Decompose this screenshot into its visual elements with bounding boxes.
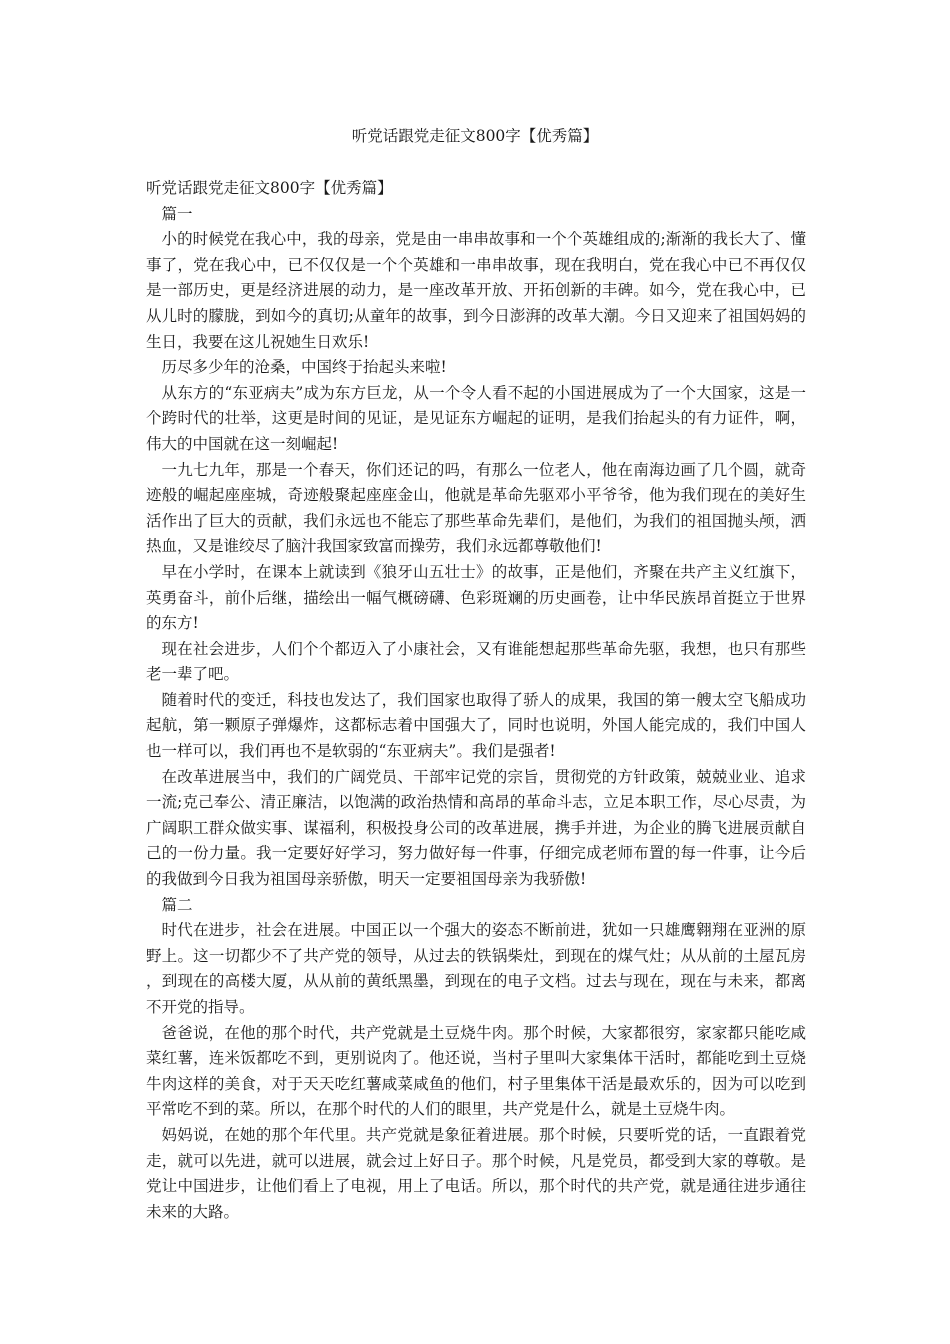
document-body xyxy=(146,176,806,1225)
document-title: 听党话跟党走征文800字【优秀篇】 xyxy=(351,127,599,145)
paragraph: 随着时代的变迁，科技也发达了，我们国家也取得了骄人的成果，我国的第一艘太空飞船成功起航，第一颗原子弹爆炸，这都标志着中国强大了，同时也说明，外国人能完成的，我们中国人也一样可以，我们再也不是软弱的“东亚病夫”。我们是强者! xyxy=(146,690,806,761)
paragraph: 爸爸说，在他的那个时代，共产党就是土豆烧牛肉。那个时候，大家都很穷，家家都只能吃咸菜红薯，连米饭都吃不到，更别说肉了。他还说，当村子里叫大家集体干活时，都能吃到土豆烧牛肉这样的美食，对于天天吃红薯咸菜咸鱼的他们，村子里集体干活是最欢乐的，因为可以吃到平常吃不到的菜。所以，在那个时代的人们的眼里，共产党是什么，就是土豆烧牛肉。 xyxy=(146,1023,806,1119)
paragraph: 在改革进展当中，我们的广阔党员、干部牢记党的宗旨，贯彻党的方针政策，兢兢业业、追求一流;克己奉公、清正廉洁，以饱满的政治热情和高昂的革命斗志，立足本职工作，尽心尽责，为广阔职工群众做实事、谋福利，积极投身公司的改革进展，携手并进，为企业的腾飞进展贡献自己的一份力量。我一定要好好学习，努力做好每一件事，仔细完成老师布置的每一件事，让今后的我做到今日我为祖国母亲骄傲，明天一定要祖国母亲为我骄傲! xyxy=(146,767,806,889)
paragraph: 从东方的“东亚病夫”成为东方巨龙，从一个令人看不起的小国进展成为了一个大国家，这是一个跨时代的壮举，这更是时间的见证，是见证东方崛起的证明，是我们抬起头的有力证件，啊，伟大的中国就在这一刻崛起! xyxy=(146,383,806,453)
document-subtitle: 听党话跟党走征文800字【优秀篇】 xyxy=(146,179,393,197)
paragraph: 现在社会进步，人们个个都迈入了小康社会，又有谁能想起那些革命先驱，我想，也只有那些老一辈了吧。 xyxy=(146,639,806,684)
section-heading: 篇一 xyxy=(161,204,193,223)
paragraph: 一九七九年，那是一个春天，你们还记的吗，有那么一位老人，他在南海边画了几个圆，就奇迹般的崛起座座城，奇迹般聚起座座金山，他就是革命先驱邓小平爷爷，他为我们现在的美好生活作出了巨大的贡献，我们永远也不能忘了那些革命先辈们，是他们，为我们的祖国抛头颅，洒热血，又是谁绞尽了脑汁我国家致富而操劳，我们永远都尊敬他们! xyxy=(146,460,806,556)
paragraph: 时代在进步，社会在进展。中国正以一个强大的姿态不断前进，犹如一只雄鹰翱翔在亚洲的原野上。这一切都少不了共产党的领导，从过去的铁锅柴灶，到现在的煤气灶；从从前的土屋瓦房，到现在的高楼大厦，从从前的黄纸黑墨，到现在的电子文档。过去与现在，现在与未来，都离不开党的指导。 xyxy=(146,921,806,1016)
paragraph: 历尽多少年的沧桑，中国终于抬起头来啦! xyxy=(161,358,447,377)
paragraph: 妈妈说，在她的那个年代里。共产党就是象征着进展。那个时候，只要听党的话，一直跟着党走，就可以先进，就可以进展，就会过上好日子。那个时候，凡是党员，都受到大家的尊敬。是党让中国进步，让他们看上了电视，用上了电话。所以，那个时代的共产党，就是通往进步通往未来的大路。 xyxy=(146,1125,806,1221)
paragraph: 早在小学时，在课本上就读到《狼牙山五壮士》的故事，正是他们，齐聚在共产主义红旗下，英勇奋斗，前仆后继，描绘出一幅气概磅礴、色彩斑斓的历史画卷，让中华民族昂首挺立于世界的东方! xyxy=(146,562,806,633)
paragraph: 小的时候党在我心中，我的母亲，党是由一串串故事和一个个英雄组成的;渐渐的我长大了、懂事了，党在我心中，已不仅仅是一个个英雄和一串串故事，现在我明白，党在我心中已不再仅仅是一部历史，更是经济进展的动力，是一座改革开放、开拓创新的丰碑。如今，党在我心中，已从儿时的朦胧，到如今的真切;从童年的故事，到今日澎湃的改革大潮。今日又迎来了祖国妈妈的生日，我要在这儿祝她生日欢乐! xyxy=(146,230,806,351)
section-heading: 篇二 xyxy=(161,895,193,914)
